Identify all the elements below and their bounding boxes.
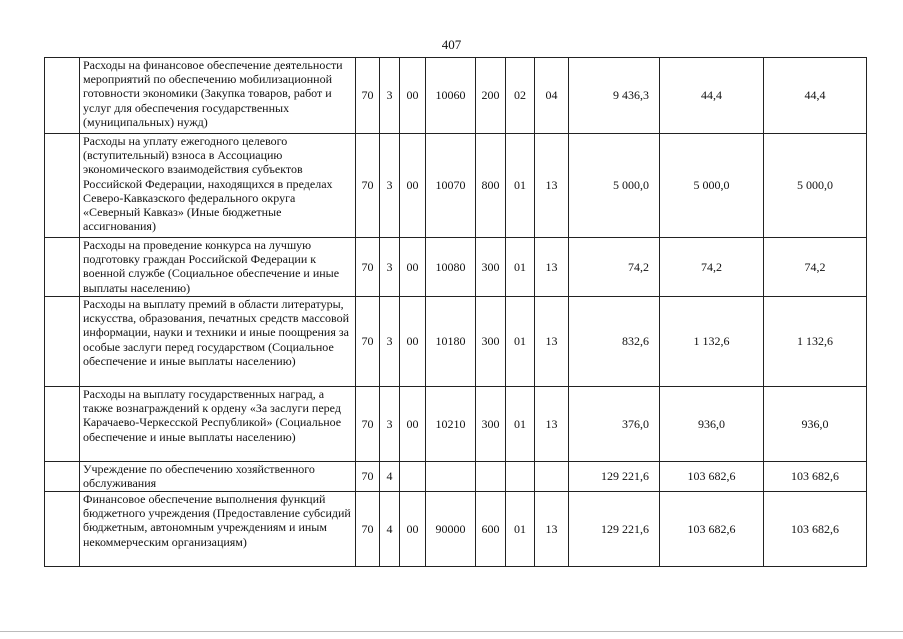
row-description: Учреждение по обеспечению хозяйственного обслуживания <box>80 462 356 492</box>
blank-cell <box>45 492 80 567</box>
amount-cell: 44,4 <box>660 58 764 134</box>
code-cell: 70 <box>356 387 380 462</box>
code-cell: 00 <box>400 134 426 238</box>
row-description: Расходы на финансовое обеспечение деятельности мероприятий по обеспечению мобилизационной готовности экономики (Закупка товаров, работ и услуг для обеспечения государственных (муниципальных) нужд) <box>80 58 356 134</box>
code-cell <box>476 462 506 492</box>
code-cell: 200 <box>476 58 506 134</box>
amount-cell: 832,6 <box>569 297 660 387</box>
code-cell: 10080 <box>426 238 476 297</box>
code-cell: 3 <box>380 134 400 238</box>
amount-cell: 103 682,6 <box>660 462 764 492</box>
amount-cell: 74,2 <box>569 238 660 297</box>
code-cell: 800 <box>476 134 506 238</box>
code-cell: 70 <box>356 297 380 387</box>
table-row <box>45 387 867 462</box>
code-cell: 01 <box>506 492 535 567</box>
code-cell: 01 <box>506 238 535 297</box>
code-cell: 4 <box>380 462 400 492</box>
amount-cell: 129 221,6 <box>569 462 660 492</box>
blank-cell <box>45 387 80 462</box>
code-cell: 01 <box>506 134 535 238</box>
code-cell: 13 <box>535 238 569 297</box>
blank-cell <box>45 58 80 134</box>
code-cell: 01 <box>506 387 535 462</box>
code-cell: 01 <box>506 297 535 387</box>
code-cell: 70 <box>356 134 380 238</box>
blank-cell <box>45 238 80 297</box>
table-row <box>45 134 867 238</box>
code-cell: 02 <box>506 58 535 134</box>
code-cell: 10070 <box>426 134 476 238</box>
code-cell: 13 <box>535 297 569 387</box>
code-cell: 3 <box>380 238 400 297</box>
code-cell: 13 <box>535 492 569 567</box>
amount-cell: 5 000,0 <box>569 134 660 238</box>
code-cell: 10060 <box>426 58 476 134</box>
row-description: Финансовое обеспечение выполнения функций бюджетного учреждения (Предоставление субсидий бюджетным, автономным учреждениям и иным некоммерческим организациям) <box>80 492 356 567</box>
code-cell: 00 <box>400 492 426 567</box>
page-bottom-divider <box>0 631 903 632</box>
code-cell: 3 <box>380 387 400 462</box>
code-cell: 70 <box>356 492 380 567</box>
code-cell: 13 <box>535 387 569 462</box>
table-body <box>45 58 867 567</box>
amount-cell: 74,2 <box>764 238 867 297</box>
amount-cell: 129 221,6 <box>569 492 660 567</box>
amount-cell: 1 132,6 <box>660 297 764 387</box>
budget-table <box>44 57 867 567</box>
table-row <box>45 297 867 387</box>
code-cell: 300 <box>476 297 506 387</box>
amount-cell: 103 682,6 <box>660 492 764 567</box>
amount-cell: 5 000,0 <box>764 134 867 238</box>
code-cell: 70 <box>356 238 380 297</box>
amount-cell: 9 436,3 <box>569 58 660 134</box>
amount-cell: 936,0 <box>764 387 867 462</box>
code-cell: 300 <box>476 238 506 297</box>
table-row <box>45 492 867 567</box>
code-cell: 00 <box>400 58 426 134</box>
code-cell <box>535 462 569 492</box>
code-cell <box>506 462 535 492</box>
code-cell: 70 <box>356 462 380 492</box>
blank-cell <box>45 134 80 238</box>
amount-cell: 74,2 <box>660 238 764 297</box>
blank-cell <box>45 462 80 492</box>
code-cell: 00 <box>400 297 426 387</box>
row-description: Расходы на выплату государственных наград, а также вознаграждений к ордену «За заслуги перед Карачаево-Черкесской Республикой» (Социальное обеспечение и иные выплаты населению) <box>80 387 356 462</box>
code-cell: 70 <box>356 58 380 134</box>
row-description: Расходы на выплату премий в области литературы, искусства, образования, печатных средств массовой информации, науки и техники и иные поощрения за особые заслуги перед государством (Социальное обеспечение и иные выплаты населению) <box>80 297 356 387</box>
amount-cell: 103 682,6 <box>764 462 867 492</box>
code-cell: 3 <box>380 297 400 387</box>
code-cell: 04 <box>535 58 569 134</box>
code-cell: 00 <box>400 387 426 462</box>
blank-cell <box>45 297 80 387</box>
amount-cell: 103 682,6 <box>764 492 867 567</box>
code-cell: 300 <box>476 387 506 462</box>
amount-cell: 5 000,0 <box>660 134 764 238</box>
code-cell: 00 <box>400 238 426 297</box>
page-number: 407 <box>441 37 462 52</box>
code-cell: 3 <box>380 58 400 134</box>
code-cell: 10210 <box>426 387 476 462</box>
amount-cell: 44,4 <box>764 58 867 134</box>
row-description: Расходы на уплату ежегодного целевого (вступительный) взноса в Ассоциацию экономического взаимодействия субъектов Российской Федерации, находящихся в пределах Северо-Кавказского федерального округа «Северный Кавказ» (Иные бюджетные ассигнования) <box>80 134 356 238</box>
table-row <box>45 238 867 297</box>
table-row <box>45 58 867 134</box>
code-cell: 13 <box>535 134 569 238</box>
code-cell <box>400 462 426 492</box>
code-cell: 4 <box>380 492 400 567</box>
code-cell: 600 <box>476 492 506 567</box>
code-cell: 10180 <box>426 297 476 387</box>
table-row <box>45 462 867 492</box>
code-cell: 90000 <box>426 492 476 567</box>
code-cell <box>426 462 476 492</box>
amount-cell: 376,0 <box>569 387 660 462</box>
amount-cell: 936,0 <box>660 387 764 462</box>
row-description: Расходы на проведение конкурса на лучшую подготовку граждан Российской Федерации к военной службе (Социальное обеспечение и иные выплаты населению) <box>80 238 356 297</box>
amount-cell: 1 132,6 <box>764 297 867 387</box>
